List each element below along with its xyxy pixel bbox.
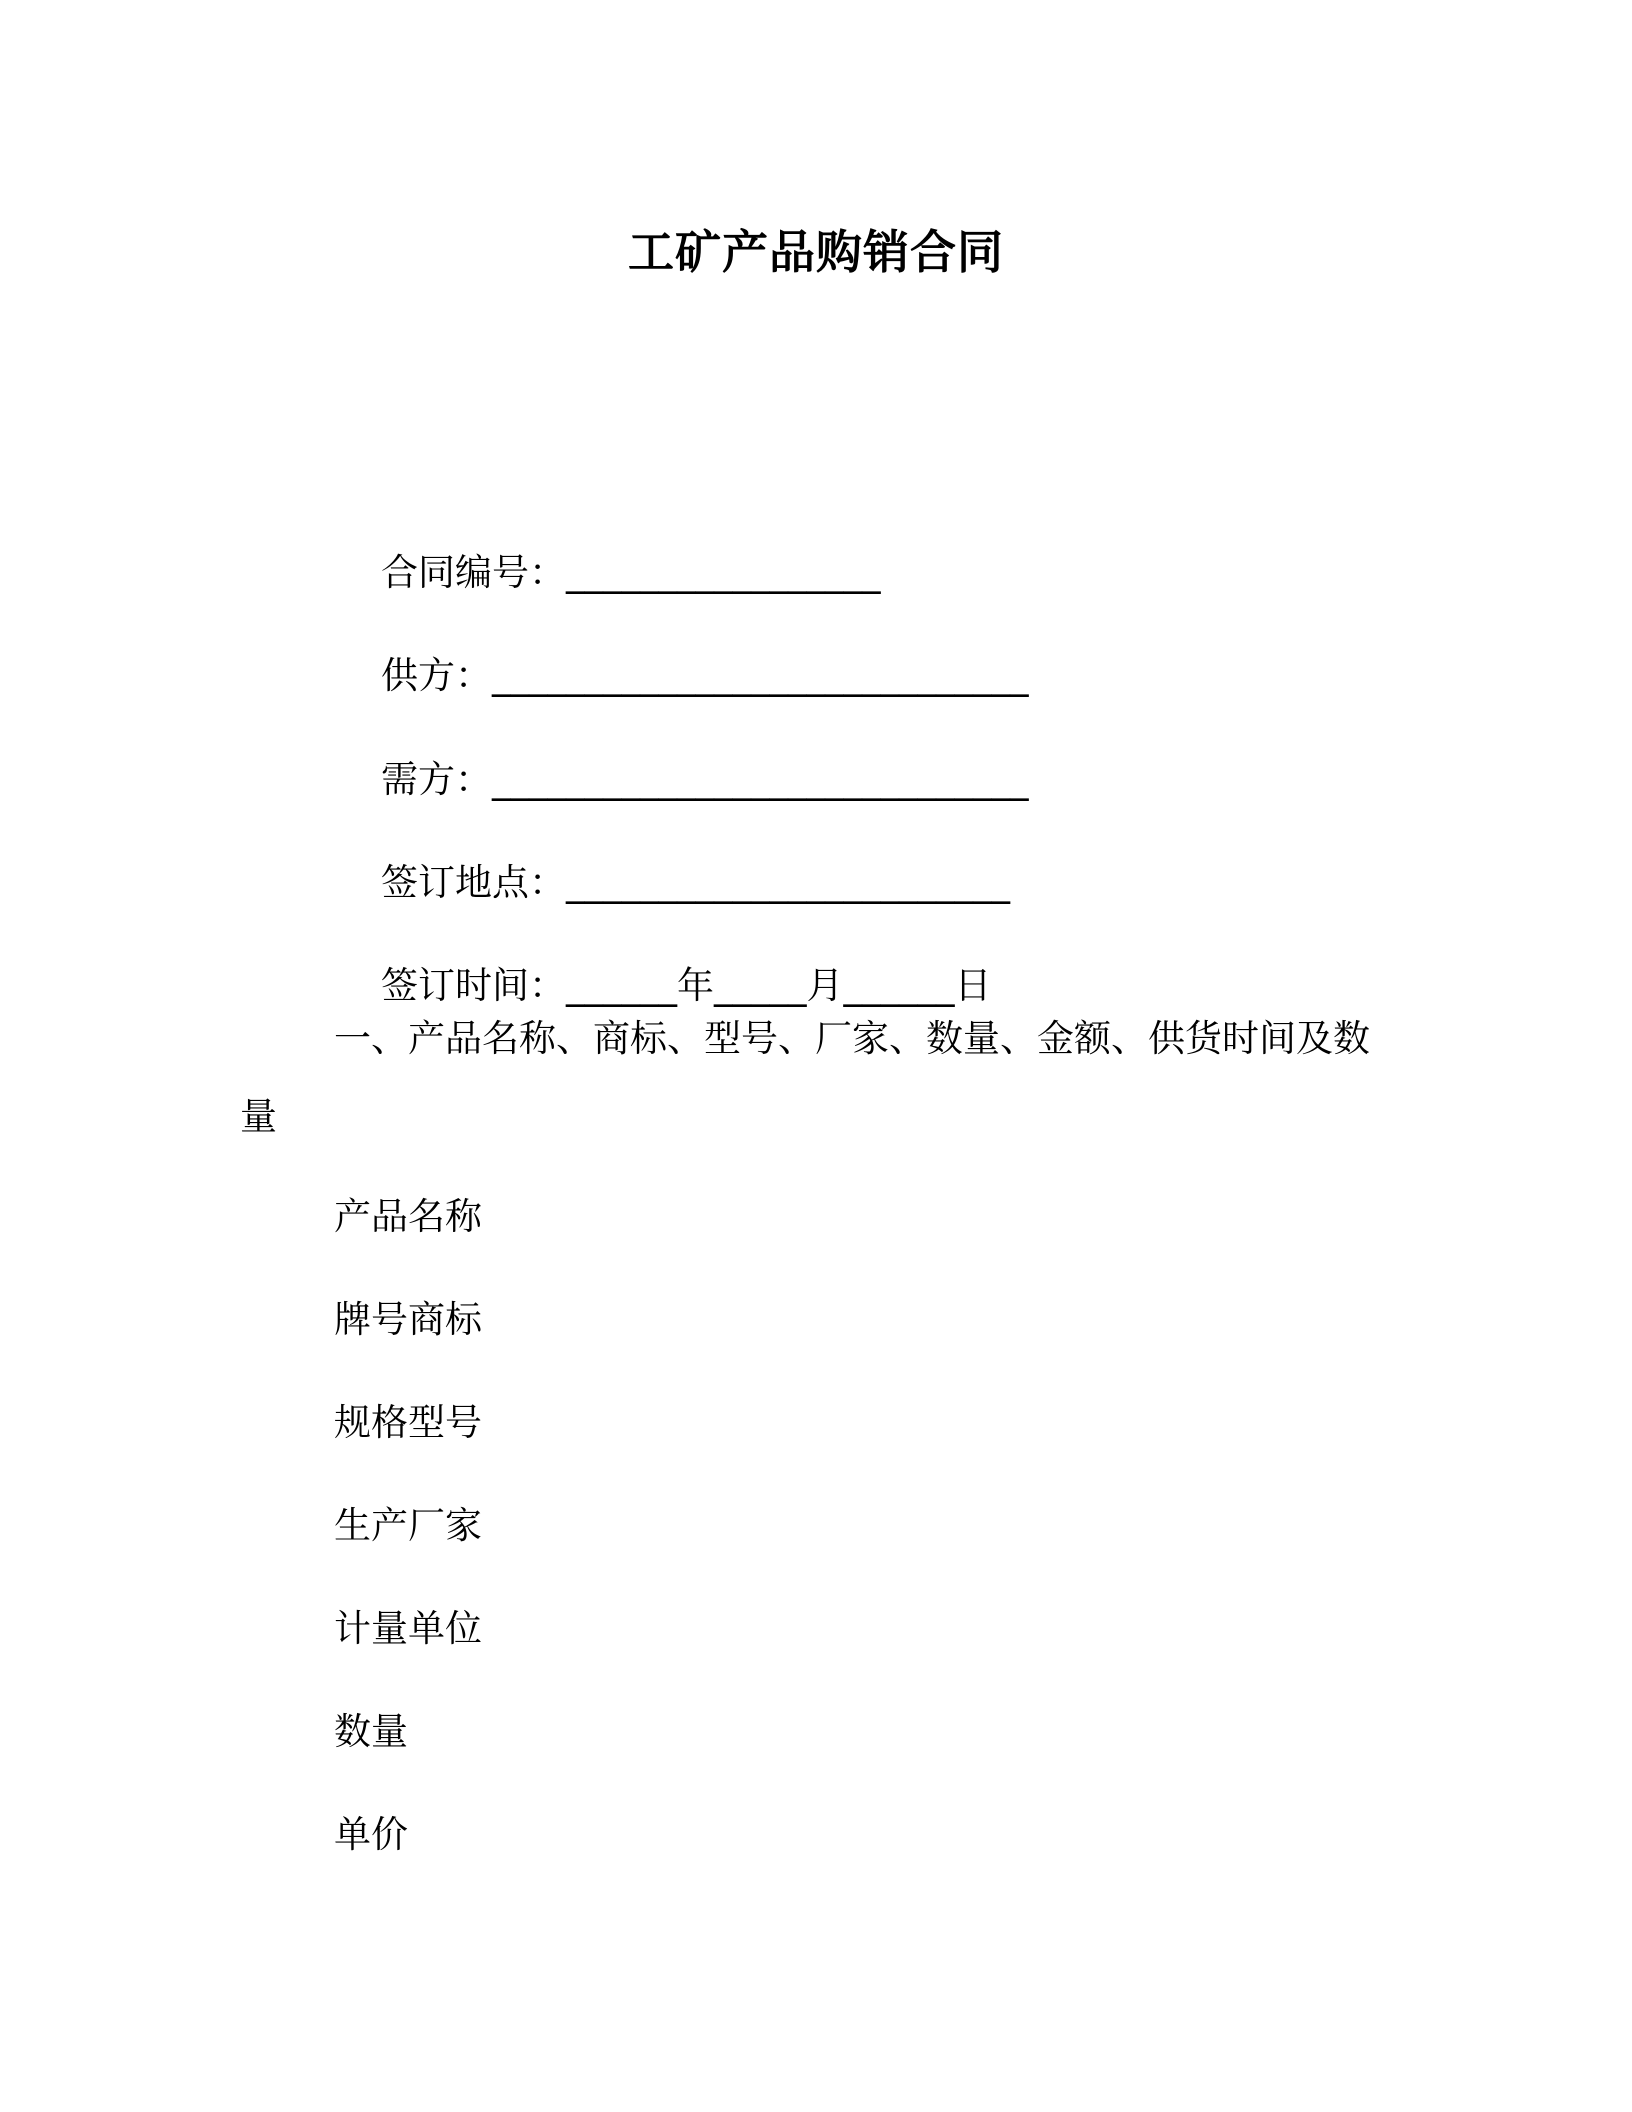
item-product-name: 产品名称 <box>334 1195 482 1238</box>
buyer-label: 需方： <box>381 758 493 801</box>
sign-place-label: 签订地点： <box>381 861 567 904</box>
item-quantity: 数量 <box>334 1710 408 1753</box>
item-spec-model: 规格型号 <box>334 1401 482 1444</box>
sign-time-year-blank: ______ <box>566 964 678 1007</box>
sign-time-day-blank: ______ <box>843 964 955 1007</box>
sign-time-month-blank: _____ <box>714 964 807 1007</box>
contract-number-label: 合同编号： <box>381 551 567 594</box>
item-unit-price: 单价 <box>334 1813 408 1856</box>
sign-time-year-unit: 年 <box>677 964 715 1007</box>
item-brand-trademark: 牌号商标 <box>334 1298 482 1341</box>
sign-place-blank: ________________________ <box>566 861 1011 904</box>
sign-time-day-unit: 日 <box>954 964 992 1007</box>
item-manufacturer: 生产厂家 <box>334 1504 482 1547</box>
contract-number-blank: _________________ <box>566 551 881 594</box>
supplier-label: 供方： <box>381 654 493 697</box>
supplier-blank: _____________________________ <box>492 654 1029 697</box>
buyer-blank: _____________________________ <box>492 758 1029 801</box>
document-title: 工矿产品购销合同 <box>628 225 1004 279</box>
sign-time-month-unit: 月 <box>806 964 844 1007</box>
section-1-heading: 一、产品名称、商标、型号、厂家、数量、金额、供货时间及数量 <box>240 1017 1370 1138</box>
sign-time-label: 签订时间： <box>381 964 567 1007</box>
item-unit-of-measure: 计量单位 <box>334 1607 482 1650</box>
